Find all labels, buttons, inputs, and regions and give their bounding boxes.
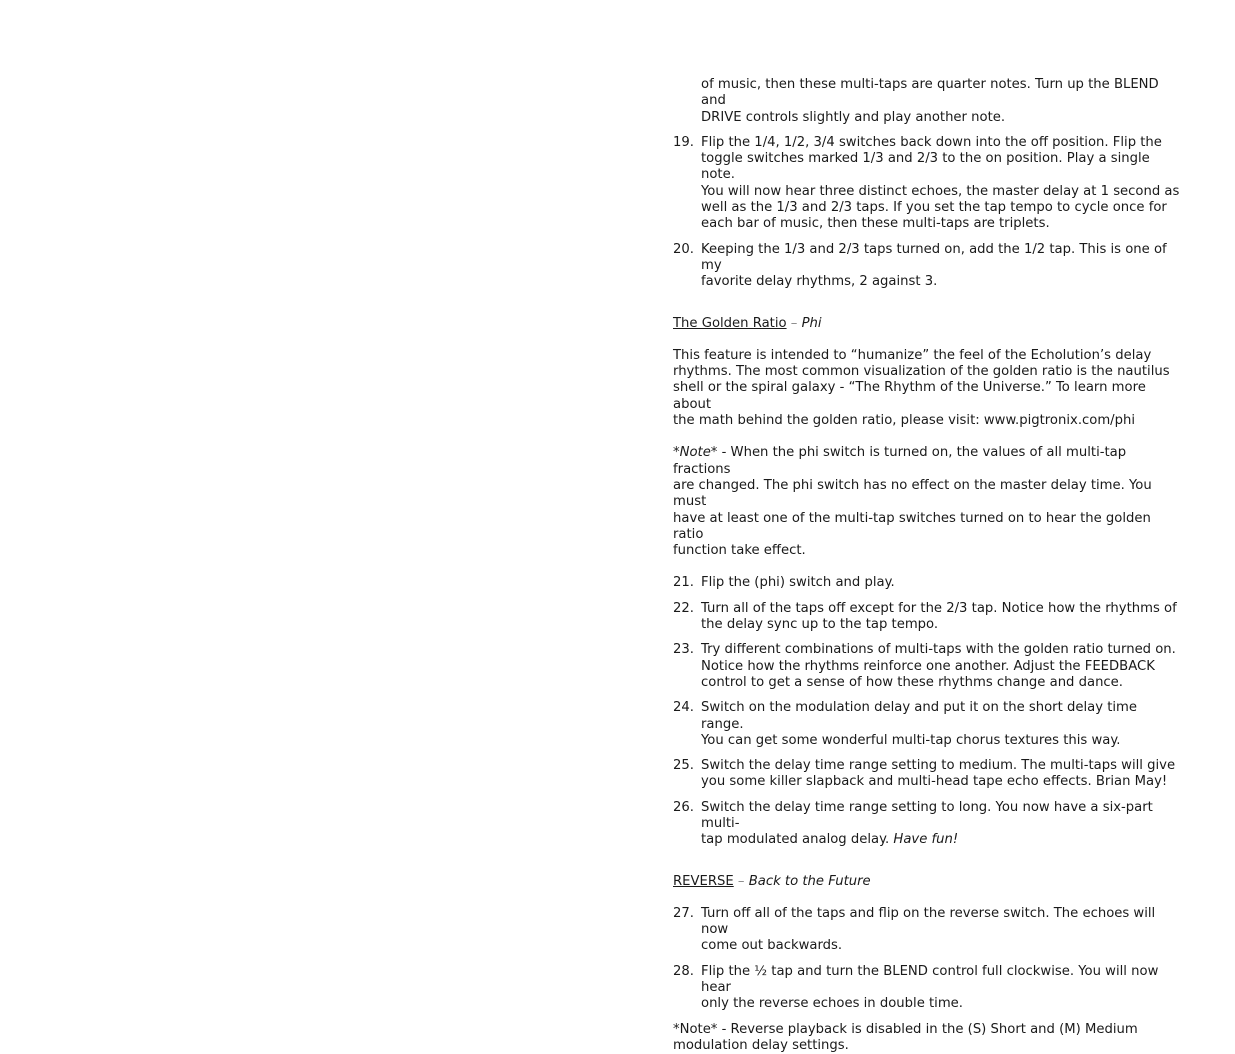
step-27 bbox=[673, 906, 1183, 955]
section-heading-reverse bbox=[673, 874, 1183, 890]
text-line: Turn off all of the taps and flip on the reverse switch. The echoes will now bbox=[701, 905, 1156, 938]
step-20 bbox=[673, 242, 1183, 291]
text-line: Flip the 1/4, 1/2, 3/4 switches back down into the off position. Flip the bbox=[701, 134, 1162, 150]
text-line: Try different combinations of multi-taps with the golden ratio turned on. bbox=[701, 642, 1176, 658]
text-line: Switch on the modulation delay and put it on the short delay time range. bbox=[701, 700, 1137, 732]
text-line: Notice how the rhythms reinforce one another. Adjust the FEEDBACK bbox=[701, 658, 1155, 674]
section-title: REVERSE bbox=[673, 873, 734, 889]
text-line: only the reverse echoes in double time. bbox=[701, 996, 963, 1012]
text-line: toggle switches marked 1/3 and 2/3 to the on position. Play a single note. bbox=[701, 151, 1150, 183]
step-19 bbox=[673, 135, 1183, 233]
section-heading-golden-ratio bbox=[673, 316, 1183, 332]
text-line: each bar of music, then these multi-taps are triplets. bbox=[701, 216, 1050, 232]
step-25 bbox=[673, 758, 1183, 791]
text-line: control to get a sense of how these rhythms change and dance. bbox=[701, 674, 1123, 690]
text-line: well as the 1/3 and 2/3 taps. If you set the tap tempo to cycle once for bbox=[701, 200, 1167, 216]
step-number: 21. bbox=[673, 575, 694, 591]
step-number: 28. bbox=[673, 963, 694, 979]
note-label: *Note* bbox=[673, 445, 718, 461]
text-line: Keeping the 1/3 and 2/3 taps turned on, add the 1/2 tap. This is one of my bbox=[701, 241, 1167, 273]
text-line: DRIVE controls slightly and play another note. bbox=[701, 109, 1006, 125]
text-line: have at least one of the multi-tap switches turned on to hear the golden ratio bbox=[673, 510, 1151, 542]
step-number: 22. bbox=[673, 600, 694, 616]
step-number: 27. bbox=[673, 905, 694, 921]
text-line: the math behind the golden ratio, please visit: www.pigtronix.com/phi bbox=[673, 413, 1136, 429]
title-separator: – bbox=[737, 873, 745, 889]
text-line: You can get some wonderful multi-tap chorus textures this way. bbox=[701, 732, 1121, 748]
reverse-note bbox=[673, 1022, 1183, 1054]
text-line: Turn all of the taps off except for the 2/3 tap. Notice how the rhythms of bbox=[701, 600, 1177, 616]
manual-page-right-column bbox=[673, 77, 1183, 1054]
step-24 bbox=[673, 700, 1183, 749]
phi-note bbox=[673, 445, 1183, 559]
text-line: favorite delay rhythms, 2 against 3. bbox=[701, 274, 938, 290]
step-number: 24. bbox=[673, 700, 694, 716]
step-26 bbox=[673, 800, 1183, 849]
text-line: Flip the ½ tap and turn the BLEND control full clockwise. You will now hear bbox=[701, 963, 1159, 996]
step-number: 25. bbox=[673, 758, 694, 774]
text-line: Switch the delay time range setting to long. You now have a six-part multi- bbox=[701, 799, 1153, 831]
emphasis-text: Have fun! bbox=[893, 832, 959, 848]
text-line: are changed. The phi switch has no effect on the master delay time. You must bbox=[673, 477, 1152, 510]
text-line: function take effect. bbox=[673, 543, 806, 559]
step-number: 19. bbox=[673, 134, 694, 150]
section-subtitle: Back to the Future bbox=[748, 873, 871, 889]
section-title: The Golden Ratio bbox=[673, 315, 787, 331]
step-22 bbox=[673, 601, 1183, 634]
text-line: Flip the (phi) switch and play. bbox=[701, 575, 895, 591]
note-text: - When the phi switch is turned on, the values of all multi-tap fractions bbox=[673, 445, 1127, 477]
text-line: you some killer slapback and multi-head tape echo effects. Brian May! bbox=[701, 774, 1168, 790]
text-line: Switch the delay time range setting to medium. The multi-taps will give bbox=[701, 758, 1176, 774]
text-line: come out backwards. bbox=[701, 938, 843, 954]
text-line: rhythms. The most common visualization of the golden ratio is the nautilus bbox=[673, 364, 1170, 380]
step-28 bbox=[673, 964, 1183, 1013]
text-line: the delay sync up to the tap tempo. bbox=[701, 617, 939, 633]
step-18-continuation bbox=[673, 77, 1183, 126]
step-number: 20. bbox=[673, 241, 694, 257]
text-line bbox=[673, 445, 1183, 478]
text-line: This feature is intended to “humanize” the feel of the Echolution’s delay bbox=[673, 347, 1152, 363]
text-line: *Note* - Reverse playback is disabled in the (S) Short and (M) Medium bbox=[673, 1021, 1138, 1037]
text-line: shell or the spiral galaxy - “The Rhythm of the Universe.” To learn more about bbox=[673, 380, 1146, 412]
step-21 bbox=[673, 575, 1183, 591]
text-run: tap modulated analog delay. bbox=[701, 832, 894, 848]
step-number: 23. bbox=[673, 642, 694, 658]
text-line: modulation delay settings. bbox=[673, 1037, 849, 1053]
step-23 bbox=[673, 642, 1183, 691]
step-number: 26. bbox=[673, 799, 694, 815]
title-separator: – bbox=[790, 315, 798, 331]
golden-ratio-intro bbox=[673, 348, 1183, 429]
text-line bbox=[701, 832, 1183, 848]
section-subtitle: Phi bbox=[801, 315, 822, 331]
text-line: You will now hear three distinct echoes, the master delay at 1 second as bbox=[701, 183, 1180, 199]
text-line: of music, then these multi-taps are quarter notes. Turn up the BLEND and bbox=[701, 77, 1159, 109]
